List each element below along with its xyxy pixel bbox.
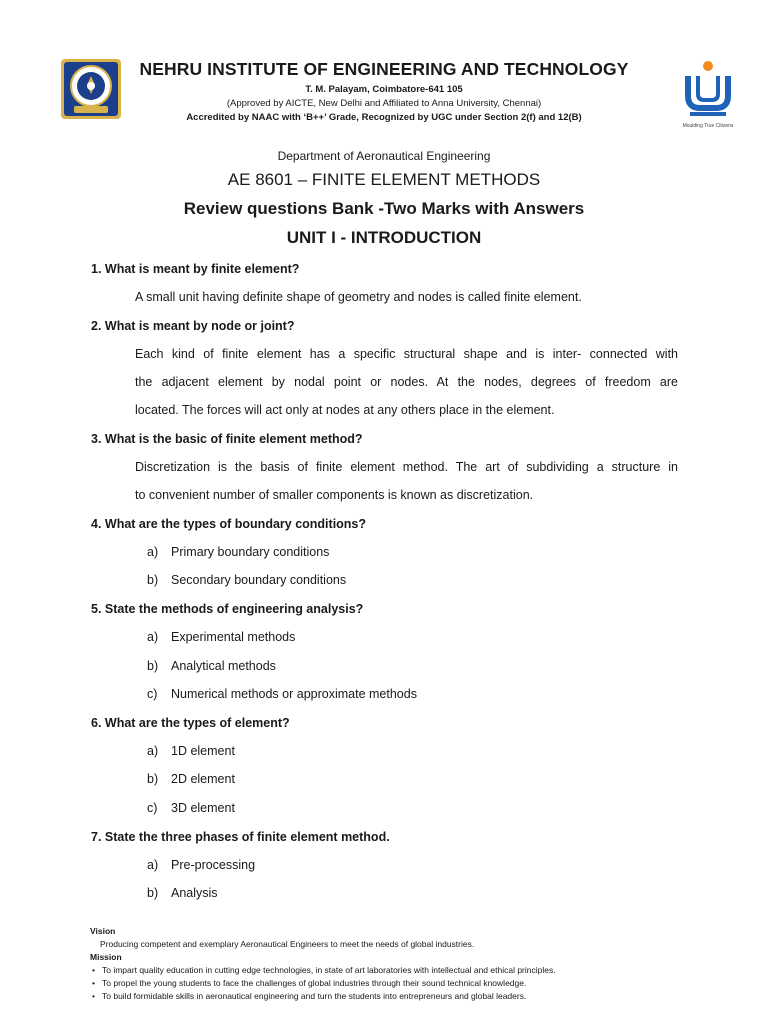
list-item: a) 1D element — [147, 744, 235, 758]
answer-line: Discretization is the basis of finite element method. The art of subdividing a structure in — [135, 460, 678, 474]
institution-address: T. M. Palayam, Coimbatore-641 105 — [305, 84, 463, 95]
mission-item: • To propel the young students to face the challenges of global industries through their sound technical knowledge. — [90, 977, 690, 990]
answer-line: A small unit having definite shape of geometry and nodes is called finite element. — [135, 290, 582, 304]
question-heading: 4. What are the types of boundary conditions? — [91, 517, 367, 531]
question-heading: 2. What is meant by node or joint? — [91, 319, 295, 333]
document-header — [0, 56, 768, 136]
question-heading: 6. What are the types of element? — [91, 716, 290, 730]
answer-line: located. The forces will act only at nodes at any others place in the element. — [135, 403, 555, 417]
question-heading: 5. State the methods of engineering analysis? — [91, 602, 364, 616]
course-title: AE 8601 – FINITE ELEMENT METHODS — [227, 170, 541, 189]
department-name: Department of Aeronautical Engineering — [277, 149, 491, 163]
list-item: c) Numerical methods or approximate methods — [147, 687, 417, 701]
question-heading: 7. State the three phases of finite element method. — [91, 830, 390, 844]
mission-list — [90, 964, 690, 1003]
nehru-group-logo — [680, 60, 736, 130]
list-item: b) Analytical methods — [147, 659, 276, 673]
list-item: b) Secondary boundary conditions — [147, 573, 347, 587]
answer-text — [135, 453, 678, 509]
review-title: Review questions Bank -Two Marks with Answers — [183, 199, 585, 218]
institution-accreditation: Accredited by NAAC with ‘B++’ Grade, Recognized by UGC under Section 2(f) and 12(B) — [186, 112, 582, 123]
mission-heading: Mission — [90, 952, 122, 962]
svg-text:Moulding True Citizens: Moulding True Citizens — [682, 123, 734, 129]
list-item: b) Analysis — [147, 886, 218, 900]
mission-item: • To build formidable skills in aeronautical engineering and turn the students into entrepreneurs and global leaders. — [90, 990, 690, 1003]
answer-text — [135, 340, 678, 424]
vision-mission-footer — [90, 925, 690, 1003]
vision-text: Producing competent and exemplary Aeronautical Engineers to meet the needs of global industries. — [100, 939, 475, 949]
institution-approval: (Approved by AICTE, New Delhi and Affiliated to Anna University, Chennai) — [226, 98, 542, 109]
mission-item: • To impart quality education in cutting edge technologies, in state of art laboratories with intellectual and ethical principles. — [90, 964, 690, 977]
list-item: a) Primary boundary conditions — [147, 545, 330, 559]
list-item: a) Pre-processing — [147, 858, 256, 872]
institution-name: NEHRU INSTITUTE OF ENGINEERING AND TECHNOLOGY — [139, 59, 629, 79]
list-item: a) Experimental methods — [147, 630, 296, 644]
list-item: c) 3D element — [147, 801, 235, 815]
list-item: b) 2D element — [147, 772, 235, 786]
answer-line: Each kind of finite element has a specific structural shape and is inter- connected with — [135, 347, 678, 361]
answer-line: to convenient number of smaller components is known as discretization. — [135, 488, 534, 502]
answer-line: the adjacent element by nodal point or nodes. At the nodes, degrees of freedom are — [135, 375, 678, 389]
question-heading: 3. What is the basic of finite element method? — [91, 432, 363, 446]
question-heading: 1. What is meant by finite element? — [91, 262, 300, 276]
unit-title: UNIT I - INTRODUCTION — [286, 228, 482, 247]
answer-text — [135, 283, 678, 311]
vision-heading: Vision — [90, 926, 116, 936]
